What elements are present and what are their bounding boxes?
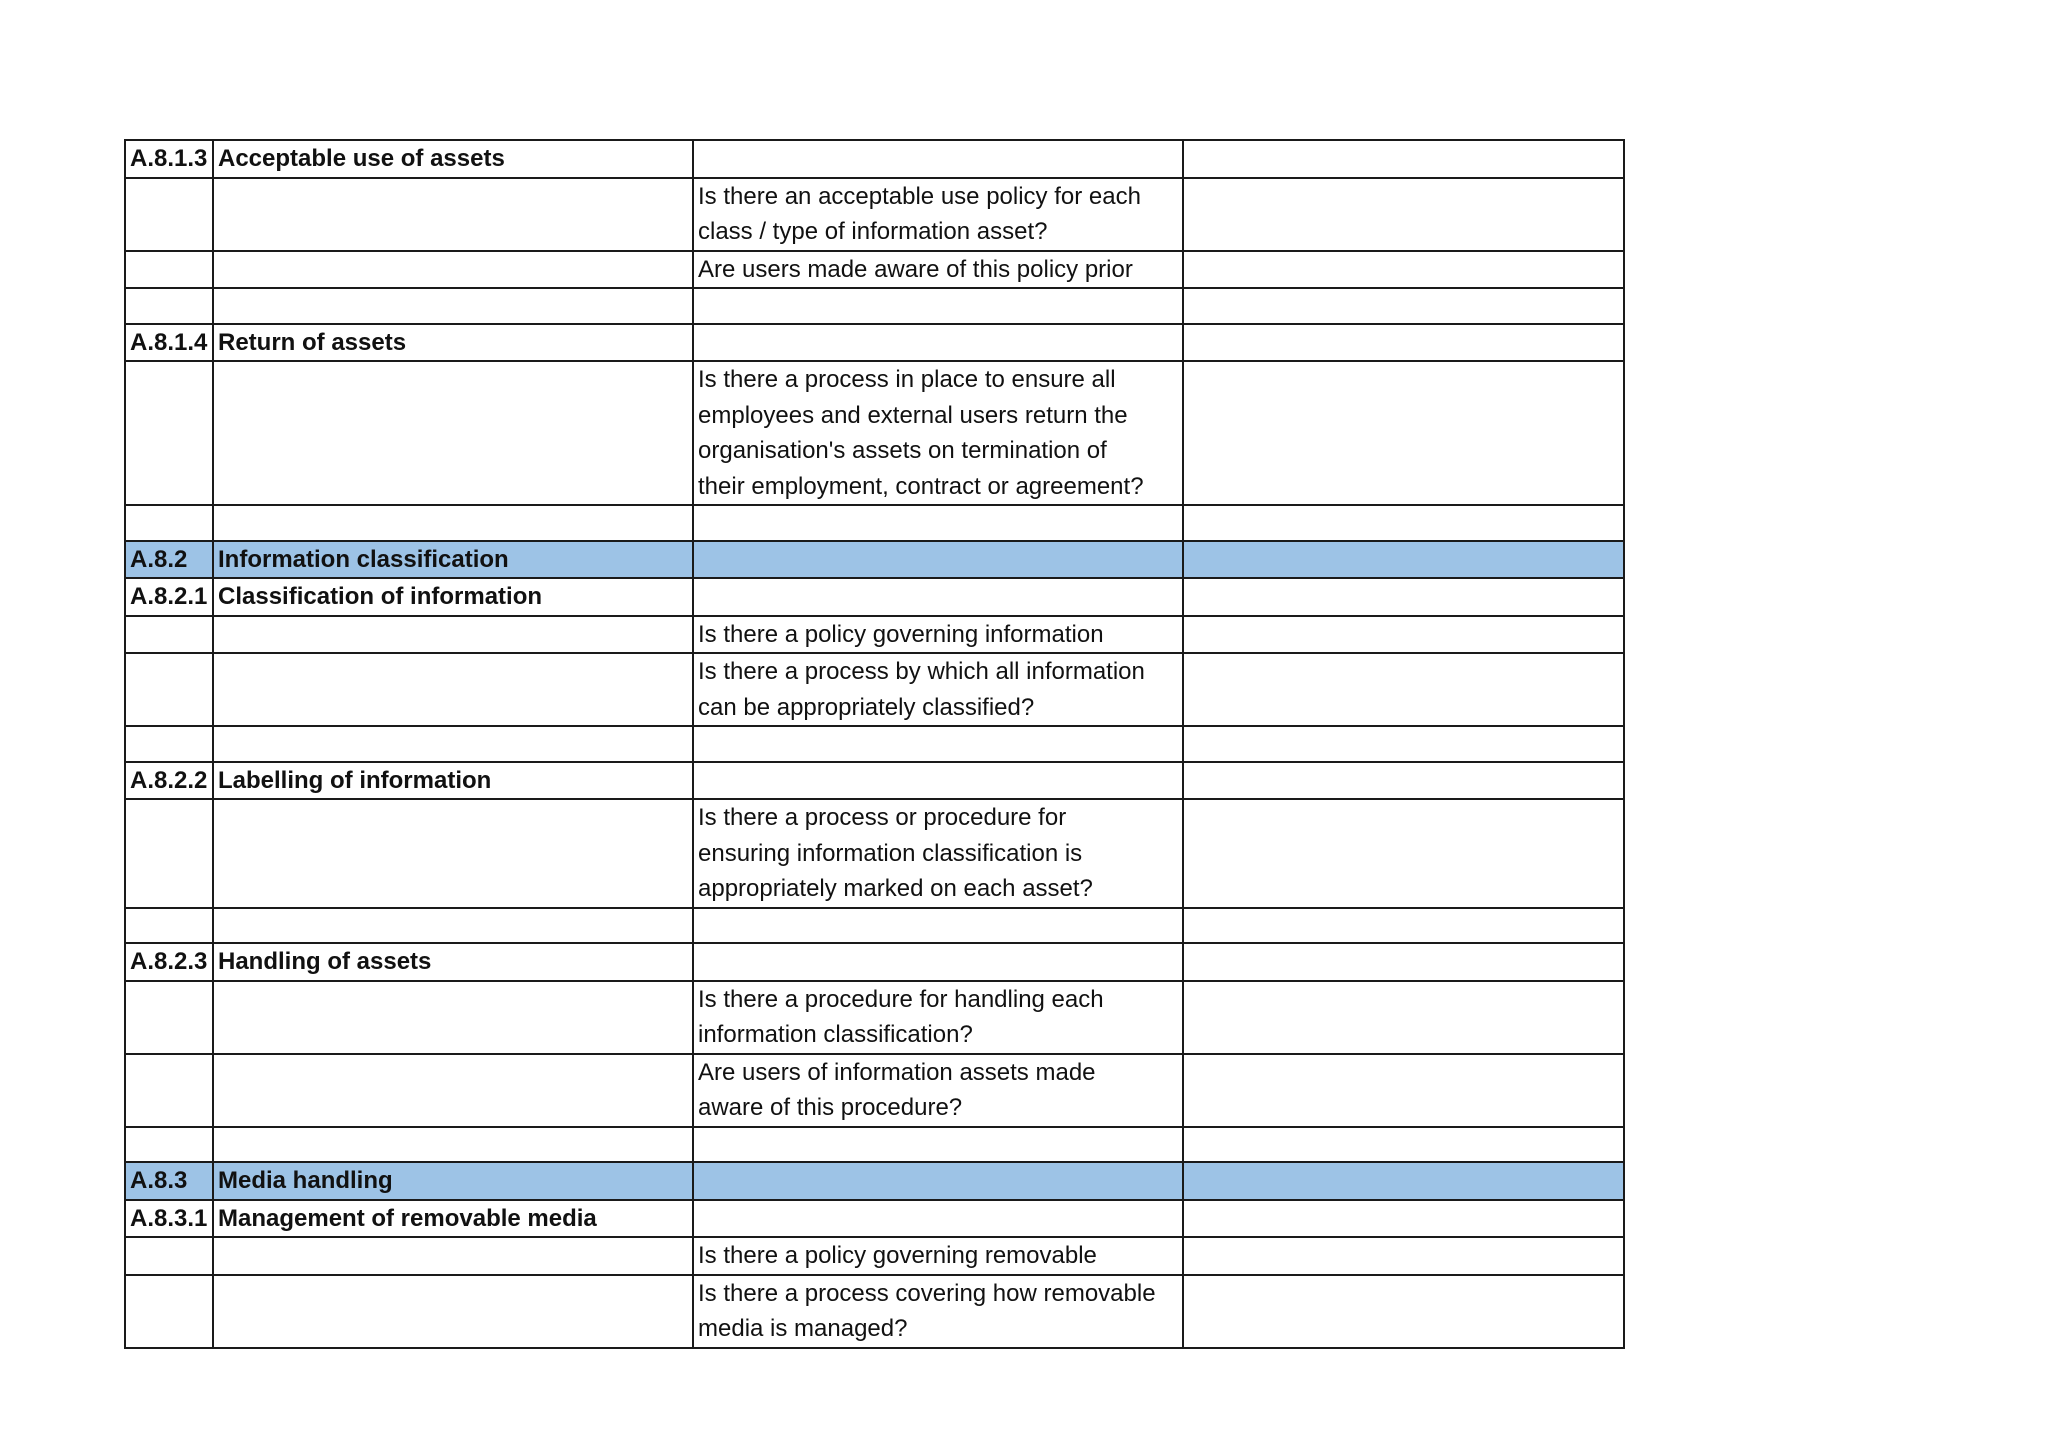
- checklist-table: [124, 139, 1625, 1349]
- audit-question-cell: Is there a policy governing removable: [693, 1237, 1183, 1275]
- notes-cell: [1183, 178, 1624, 251]
- control-code-cell: A.8.2: [125, 541, 213, 579]
- control-title-cell: [213, 288, 693, 324]
- control-code-cell: A.8.3.1: [125, 1200, 213, 1238]
- notes-cell: [1183, 1162, 1624, 1200]
- table-row: [125, 726, 1624, 762]
- table-row: [125, 653, 1624, 726]
- notes-cell: [1183, 726, 1624, 762]
- control-title-cell: Classification of information: [213, 578, 693, 616]
- table-row: [125, 799, 1624, 908]
- table-row: [125, 140, 1624, 178]
- control-code-cell: [125, 505, 213, 541]
- notes-cell: [1183, 943, 1624, 981]
- table-row: [125, 1054, 1624, 1127]
- control-code-cell: [125, 1127, 213, 1163]
- control-title-cell: Return of assets: [213, 324, 693, 362]
- notes-cell: [1183, 1054, 1624, 1127]
- control-code-cell: A.8.1.3: [125, 140, 213, 178]
- table-row: [125, 251, 1624, 289]
- notes-cell: [1183, 1275, 1624, 1348]
- audit-question-cell: [693, 140, 1183, 178]
- audit-question-cell: [693, 288, 1183, 324]
- table-row: [125, 616, 1624, 654]
- notes-cell: [1183, 1200, 1624, 1238]
- notes-cell: [1183, 505, 1624, 541]
- control-title-cell: [213, 981, 693, 1054]
- audit-question-cell: Is there a policy governing information: [693, 616, 1183, 654]
- audit-question-cell: [693, 541, 1183, 579]
- control-code-cell: A.8.2.1: [125, 578, 213, 616]
- control-title-cell: Information classification: [213, 541, 693, 579]
- audit-question-cell: [693, 1162, 1183, 1200]
- audit-question-cell: Is there a process in place to ensure all employees and external users return the organisation's assets on termination of their employment, contract or agreement?: [693, 361, 1183, 505]
- control-code-cell: [125, 616, 213, 654]
- notes-cell: [1183, 288, 1624, 324]
- notes-cell: [1183, 653, 1624, 726]
- table-row: [125, 1127, 1624, 1163]
- table-row: [125, 288, 1624, 324]
- control-code-cell: [125, 361, 213, 505]
- control-title-cell: [213, 799, 693, 908]
- control-title-cell: Labelling of information: [213, 762, 693, 800]
- notes-cell: [1183, 1237, 1624, 1275]
- control-title-cell: Management of removable media: [213, 1200, 693, 1238]
- table-row: [125, 762, 1624, 800]
- control-title-cell: [213, 251, 693, 289]
- control-code-cell: [125, 981, 213, 1054]
- table-row: [125, 908, 1624, 944]
- control-code-cell: [125, 726, 213, 762]
- control-code-cell: A.8.2.2: [125, 762, 213, 800]
- notes-cell: [1183, 578, 1624, 616]
- table-row: [125, 1200, 1624, 1238]
- control-code-cell: [125, 653, 213, 726]
- audit-question-cell: Is there a process covering how removable media is managed?: [693, 1275, 1183, 1348]
- table-row: [125, 943, 1624, 981]
- control-code-cell: [125, 178, 213, 251]
- audit-question-cell: Are users made aware of this policy prior: [693, 251, 1183, 289]
- section-header-row: [125, 541, 1624, 579]
- control-title-cell: Acceptable use of assets: [213, 140, 693, 178]
- control-code-cell: [125, 288, 213, 324]
- audit-question-cell: [693, 578, 1183, 616]
- control-title-cell: [213, 178, 693, 251]
- table-row: [125, 1275, 1624, 1348]
- control-code-cell: [125, 251, 213, 289]
- notes-cell: [1183, 1127, 1624, 1163]
- control-title-cell: [213, 1127, 693, 1163]
- audit-question-cell: Is there an acceptable use policy for each class / type of information asset?: [693, 178, 1183, 251]
- audit-question-cell: [693, 1200, 1183, 1238]
- table-row: [125, 178, 1624, 251]
- audit-question-cell: Are users of information assets made aware of this procedure?: [693, 1054, 1183, 1127]
- audit-question-cell: [693, 324, 1183, 362]
- audit-question-cell: [693, 908, 1183, 944]
- table-row: [125, 981, 1624, 1054]
- audit-question-cell: Is there a process by which all information can be appropriately classified?: [693, 653, 1183, 726]
- audit-question-cell: [693, 505, 1183, 541]
- notes-cell: [1183, 908, 1624, 944]
- section-header-row: [125, 1162, 1624, 1200]
- audit-question-cell: Is there a process or procedure for ensuring information classification is appropriately marked on each asset?: [693, 799, 1183, 908]
- control-title-cell: [213, 505, 693, 541]
- checklist-body: [125, 140, 1624, 1348]
- notes-cell: [1183, 981, 1624, 1054]
- control-title-cell: [213, 616, 693, 654]
- notes-cell: [1183, 541, 1624, 579]
- control-title-cell: [213, 361, 693, 505]
- audit-question-cell: [693, 762, 1183, 800]
- control-title-cell: [213, 1054, 693, 1127]
- table-row: [125, 505, 1624, 541]
- control-code-cell: [125, 1054, 213, 1127]
- table-row: [125, 578, 1624, 616]
- control-code-cell: A.8.3: [125, 1162, 213, 1200]
- notes-cell: [1183, 762, 1624, 800]
- audit-question-cell: [693, 1127, 1183, 1163]
- control-code-cell: [125, 799, 213, 908]
- control-title-cell: [213, 726, 693, 762]
- control-title-cell: Media handling: [213, 1162, 693, 1200]
- control-title-cell: Handling of assets: [213, 943, 693, 981]
- control-title-cell: [213, 1237, 693, 1275]
- notes-cell: [1183, 799, 1624, 908]
- notes-cell: [1183, 251, 1624, 289]
- notes-cell: [1183, 361, 1624, 505]
- notes-cell: [1183, 324, 1624, 362]
- control-title-cell: [213, 1275, 693, 1348]
- table-row: [125, 324, 1624, 362]
- control-code-cell: [125, 1275, 213, 1348]
- audit-question-cell: [693, 943, 1183, 981]
- control-code-cell: A.8.2.3: [125, 943, 213, 981]
- notes-cell: [1183, 140, 1624, 178]
- table-row: [125, 1237, 1624, 1275]
- control-code-cell: [125, 908, 213, 944]
- control-title-cell: [213, 908, 693, 944]
- control-title-cell: [213, 653, 693, 726]
- control-code-cell: A.8.1.4: [125, 324, 213, 362]
- audit-question-cell: Is there a procedure for handling each information classification?: [693, 981, 1183, 1054]
- control-code-cell: [125, 1237, 213, 1275]
- notes-cell: [1183, 616, 1624, 654]
- table-row: [125, 361, 1624, 505]
- audit-question-cell: [693, 726, 1183, 762]
